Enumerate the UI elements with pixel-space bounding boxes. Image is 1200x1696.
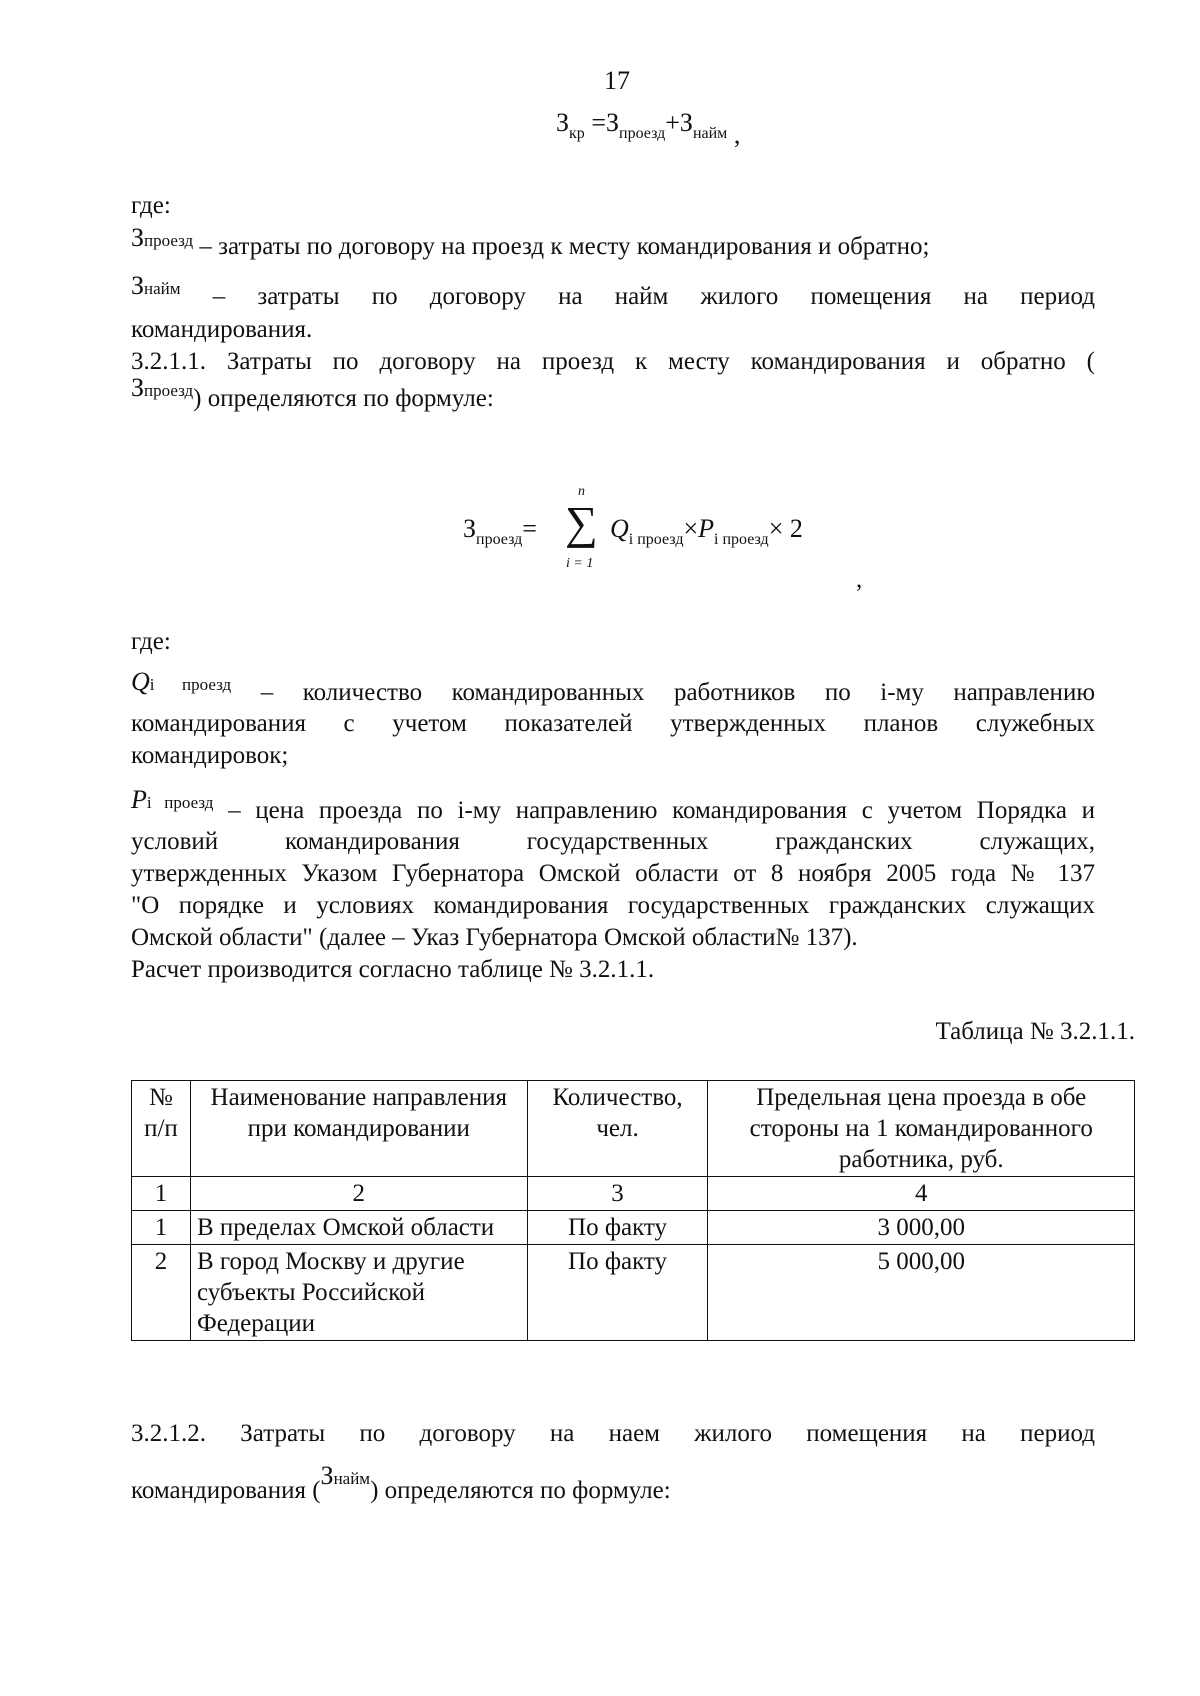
row-num: 1 — [132, 1211, 191, 1245]
def-naim-sym: З — [131, 271, 145, 300]
def-q-line3: командировок; — [131, 742, 289, 769]
header-price: Предельная цена проезда в обе стороны на 1 командированного работника, руб. — [708, 1081, 1135, 1177]
row-qty: По факту — [527, 1211, 708, 1245]
header-num: № п/п — [132, 1081, 191, 1177]
formula-t1: З — [605, 108, 620, 137]
def-p-sym: P — [131, 785, 147, 814]
price-table — [131, 1080, 1135, 1341]
def-proezd-sym: З — [131, 223, 145, 252]
para-3212-line2 — [131, 1461, 1095, 1508]
fp-p: P — [698, 514, 715, 543]
def-naim-text: – затраты по договору на найм жилого помещения на период — [212, 283, 1095, 310]
fp-eq: = — [522, 514, 537, 543]
where-label-1: где: — [131, 192, 171, 219]
page-number: 17 — [604, 66, 630, 95]
calc-note: Расчет производится согласно таблице № 3.2.1.1. — [131, 956, 655, 983]
para-3211-sub: проезд — [144, 381, 194, 400]
para-3212-line1: 3.2.1.2. Затраты по договору на наем жилого помещения на период — [131, 1420, 1095, 1447]
table-caption: Таблица № 3.2.1.1. — [935, 1018, 1135, 1045]
colnum-3: 3 — [527, 1177, 708, 1211]
row-price: 3 000,00 — [708, 1211, 1135, 1245]
colnum-2: 2 — [190, 1177, 527, 1211]
def-proezd-sub: проезд — [144, 231, 194, 250]
row-name: В город Москву и другие субъекты Российской Федерации — [190, 1245, 527, 1341]
fp-sigma: ∑ — [565, 497, 598, 548]
def-q-sub: i проезд — [149, 675, 232, 694]
para-3211-sym: З — [131, 373, 145, 402]
header-name: Наименование направления при командировании — [190, 1081, 527, 1177]
def-p-line1 — [131, 785, 1095, 828]
para-3212-sub: найм — [333, 1469, 371, 1488]
fp-sum-bottom: i = 1 — [566, 556, 594, 571]
para-3211-rest: ) определяются по формуле: — [193, 385, 494, 412]
table-header-row — [132, 1081, 1135, 1177]
def-p-line4: "О порядке и условиях командирования государственных гражданских служащих — [131, 892, 1095, 919]
formula-t2: З — [679, 108, 693, 137]
fp-comma: , — [856, 566, 863, 593]
def-q-text1: – количество командированных работников по i-му направлению — [260, 679, 1095, 706]
formula-comma: , — [733, 120, 741, 149]
fp-lhs: З — [463, 514, 477, 543]
row-price: 5 000,00 — [708, 1245, 1135, 1341]
def-proezd — [131, 223, 1095, 264]
formula-zkr — [556, 108, 741, 149]
formula-lhs-sub: кр — [569, 125, 585, 142]
row-qty: По факту — [527, 1245, 708, 1341]
para-3212-sym: З — [320, 1461, 334, 1490]
def-naim-cont: командирования. — [131, 316, 313, 343]
fp-times2: × 2 — [768, 514, 803, 543]
fp-q: Q — [610, 514, 629, 543]
def-naim — [131, 271, 1095, 314]
para-3211-line1: 3.2.1.1. Затраты по договору на проезд к месту командирования и обратно ( — [131, 348, 1095, 375]
def-p-line2: условий командирования государственных гражданских служащих, — [131, 828, 1095, 855]
formula-t1-sub: проезд — [619, 125, 666, 142]
row-name: В пределах Омской области — [190, 1211, 527, 1245]
def-q-line2: командирования с учетом показателей утвержденных планов служебных — [131, 710, 1095, 737]
formula-t2-sub: найм — [692, 125, 728, 142]
def-p-line5: Омской области" (далее – Указ Губернатора Омской области№ 137). — [131, 924, 858, 951]
fp-sum-top: n — [578, 484, 585, 499]
formula-eq: = — [591, 108, 606, 137]
def-naim-sub: найм — [144, 279, 181, 298]
table-colnum-row — [132, 1177, 1135, 1211]
table-row — [132, 1245, 1135, 1341]
para-3212-start: командирования ( — [131, 1477, 321, 1504]
para-3212-end: ) определяются по формуле: — [370, 1477, 671, 1504]
colnum-4: 4 — [708, 1177, 1135, 1211]
row-num: 2 — [132, 1245, 191, 1341]
where-label-2: где: — [131, 628, 171, 655]
fp-times1: × — [683, 514, 699, 543]
header-qty: Количество, чел. — [527, 1081, 708, 1177]
def-q-line1 — [131, 667, 1095, 710]
colnum-1: 1 — [132, 1177, 191, 1211]
def-q-sym: Q — [131, 667, 150, 696]
fp-q-sub: i проезд — [628, 531, 684, 548]
def-p-text1: – цена проезда по i-му направлению командирования с учетом Порядка и — [228, 797, 1095, 824]
fp-p-sub: i проезд — [714, 531, 769, 548]
para-3211-line2 — [131, 373, 1095, 416]
def-proezd-text: – затраты по договору на проезд к месту командирования и обратно; — [199, 233, 930, 260]
def-p-sub: i проезд — [146, 793, 214, 812]
formula-lhs: З — [556, 108, 570, 137]
formula-plus: + — [665, 108, 680, 137]
fp-lhs-sub: проезд — [476, 531, 523, 548]
table-row — [132, 1211, 1135, 1245]
def-p-line3: утвержденных Указом Губернатора Омской области от 8 ноября 2005 года № 137 — [131, 860, 1095, 887]
